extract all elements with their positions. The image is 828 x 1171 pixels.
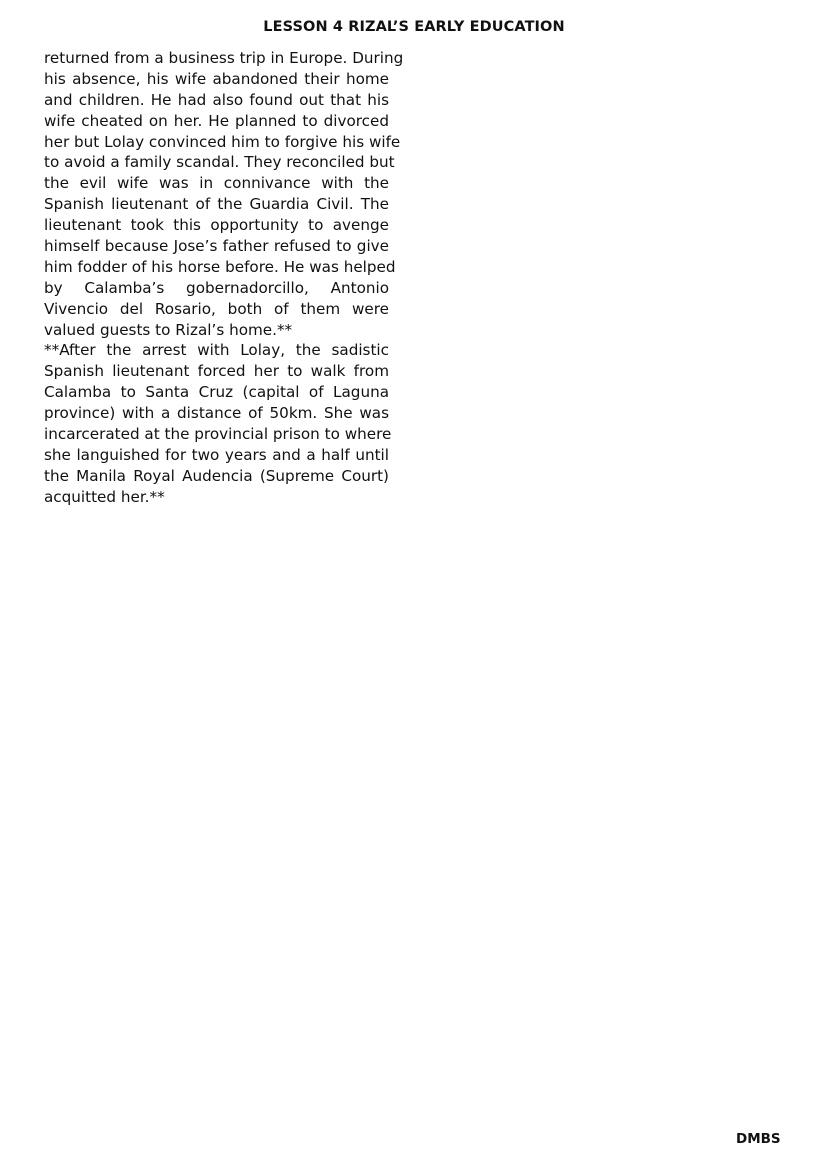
body-text-column <box>44 48 404 508</box>
text-line: the evil wife was in connivance with the <box>44 174 389 193</box>
text-line: **After the arrest with Lolay, the sadistic <box>44 341 389 360</box>
text-line: lieutenant took this opportunity to avenge <box>44 216 389 235</box>
text-line: returned from a business trip in Europe. During <box>44 49 404 67</box>
text-line: acquitted her.** <box>44 487 165 506</box>
text-line: Calamba to Santa Cruz (capital of Laguna <box>44 383 389 402</box>
text-line: his absence, his wife abandoned their home <box>44 69 389 88</box>
lesson-title: LESSON 4 RIZAL’S EARLY EDUCATION <box>263 19 565 35</box>
text-line: province) with a distance of 50km. She was <box>44 404 389 423</box>
text-line: wife cheated on her. He planned to divorced <box>44 111 389 130</box>
text-line: valued guests to Rizal’s home.** <box>44 320 293 339</box>
text-line: to avoid a family scandal. They reconciled but <box>44 153 395 172</box>
text-line: Vivencio del Rosario, both of them were <box>44 299 389 318</box>
text-line: by Calamba’s gobernadorcillo, Antonio <box>44 278 389 297</box>
text-line: and children. He had also found out that his <box>44 90 389 109</box>
text-line: her but Lolay convinced him to forgive his wife <box>44 132 401 151</box>
text-line: she languished for two years and a half until <box>44 445 389 464</box>
text-line: him fodder of his horse before. He was helped <box>44 257 396 276</box>
page-header <box>0 19 828 35</box>
text-line: incarcerated at the provincial prison to where <box>44 425 392 444</box>
text-line: Spanish lieutenant of the Guardia Civil. The <box>44 195 389 214</box>
footer-initials: DMBS <box>736 1131 781 1147</box>
text-line: the Manila Royal Audencia (Supreme Court) <box>44 466 389 485</box>
text-line: Spanish lieutenant forced her to walk from <box>44 362 389 381</box>
text-line: himself because Jose’s father refused to give <box>44 237 389 256</box>
